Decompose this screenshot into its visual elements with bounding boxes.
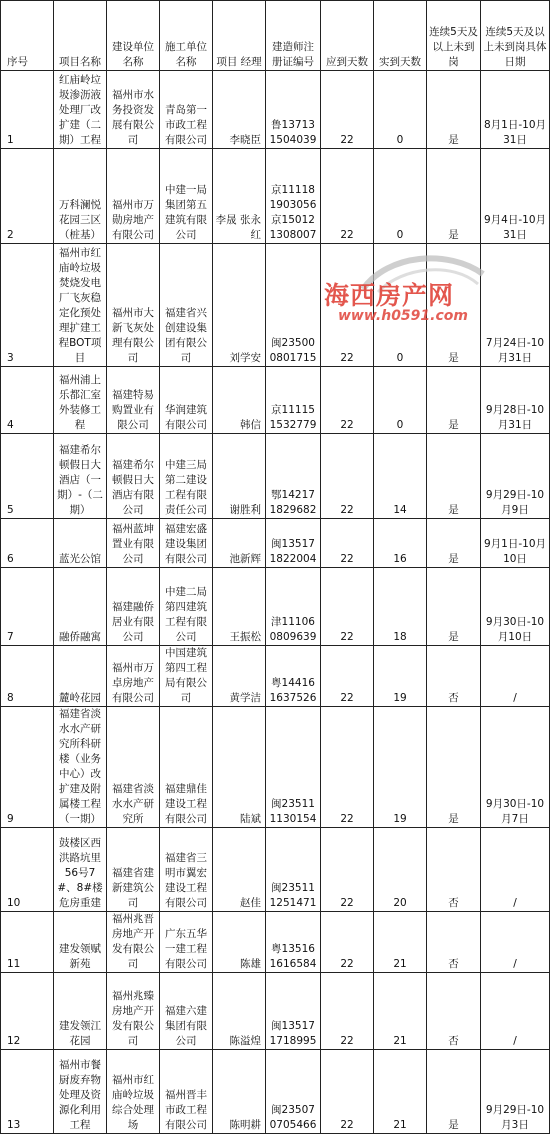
cell-build: 福建省建新建筑公司 — [107, 828, 160, 912]
cell-date: 9月1日-10月10日 — [481, 519, 550, 568]
cell-build: 福建融侨居业有限公司 — [107, 568, 160, 646]
cell-due: 22 — [321, 828, 374, 912]
cell-date: 9月30日-10月7日 — [481, 707, 550, 828]
cell-reg: 京111181903056 京150121308007 — [266, 149, 321, 244]
header-cell: 项目名称 — [54, 1, 107, 71]
table-row — [1, 434, 550, 519]
header-cell: 建设单位名称 — [107, 1, 160, 71]
cell-flag: 是 — [427, 244, 481, 367]
cell-reg: 鲁137131504039 — [266, 71, 321, 149]
cell-idx: 3 — [1, 244, 54, 367]
cell-name: 融侨融寓 — [54, 568, 107, 646]
cell-due: 22 — [321, 149, 374, 244]
cell-mgr: 陆斌 — [213, 707, 266, 828]
cell-mgr: 谢胜利 — [213, 434, 266, 519]
cell-idx: 12 — [1, 973, 54, 1050]
cell-act: 0 — [374, 244, 427, 367]
cell-cons: 福建六建集团有限公司 — [160, 973, 213, 1050]
cell-idx: 7 — [1, 568, 54, 646]
cell-date: 7月24日-10月31日 — [481, 244, 550, 367]
cell-cons: 福建省兴创建设集团有限公司 — [160, 244, 213, 367]
cell-build: 福建特易购置业有限公司 — [107, 367, 160, 434]
cell-flag: 是 — [427, 707, 481, 828]
cell-build: 福州兆晋房地产开发有限公司 — [107, 912, 160, 973]
cell-idx: 6 — [1, 519, 54, 568]
cell-date: 9月29日-10月9日 — [481, 434, 550, 519]
cell-reg: 津111060809639 — [266, 568, 321, 646]
cell-idx: 4 — [1, 367, 54, 434]
cell-mgr: 李晟 张永红 — [213, 149, 266, 244]
table-row — [1, 646, 550, 707]
cell-idx: 9 — [1, 707, 54, 828]
cell-name: 麓岭花园 — [54, 646, 107, 707]
header-cell: 项目 经理 — [213, 1, 266, 71]
header-cell: 序号 — [1, 1, 54, 71]
cell-due: 22 — [321, 1050, 374, 1134]
cell-mgr: 赵佳 — [213, 828, 266, 912]
cell-build: 福州市万卓房地产有限公司 — [107, 646, 160, 707]
cell-name: 蓝光公馆 — [54, 519, 107, 568]
cell-due: 22 — [321, 434, 374, 519]
cell-act: 18 — [374, 568, 427, 646]
cell-act: 19 — [374, 707, 427, 828]
cell-mgr: 陈溢煌 — [213, 973, 266, 1050]
cell-idx: 2 — [1, 149, 54, 244]
cell-flag: 否 — [427, 646, 481, 707]
cell-act: 14 — [374, 434, 427, 519]
cell-date: / — [481, 912, 550, 973]
cell-reg: 粤144161637526 — [266, 646, 321, 707]
cell-date: / — [481, 973, 550, 1050]
cell-act: 21 — [374, 973, 427, 1050]
cell-act: 21 — [374, 1050, 427, 1134]
table-row — [1, 71, 550, 149]
cell-due: 22 — [321, 568, 374, 646]
header-cell: 施工单位名称 — [160, 1, 213, 71]
cell-cons: 中建一局集团第五建筑有限公司 — [160, 149, 213, 244]
cell-reg: 闽235070705466 — [266, 1050, 321, 1134]
cell-mgr: 陈雄 — [213, 912, 266, 973]
cell-build: 福建希尔顿假日大酒店有限公司 — [107, 434, 160, 519]
cell-cons: 华润建筑有限公司 — [160, 367, 213, 434]
cell-due: 22 — [321, 519, 374, 568]
cell-act: 21 — [374, 912, 427, 973]
cell-cons: 福建省三明市翼宏建设工程有限公司 — [160, 828, 213, 912]
cell-idx: 13 — [1, 1050, 54, 1134]
table-row — [1, 707, 550, 828]
cell-flag: 否 — [427, 912, 481, 973]
cell-build: 福州市水务投资发展有限公司 — [107, 71, 160, 149]
cell-due: 22 — [321, 973, 374, 1050]
header-cell: 建造师注册证编号 — [266, 1, 321, 71]
cell-cons: 福建鼎佳建设工程有限公司 — [160, 707, 213, 828]
cell-reg: 闽235111251471 — [266, 828, 321, 912]
cell-idx: 11 — [1, 912, 54, 973]
cell-build: 福州市大新飞灰处理有限公司 — [107, 244, 160, 367]
cell-name: 鼓楼区西洪路坑里56号7#、8#楼危房重建 — [54, 828, 107, 912]
table-row — [1, 973, 550, 1050]
cell-cons: 福州晋丰市政工程有限公司 — [160, 1050, 213, 1134]
cell-date: 9月4日-10月31日 — [481, 149, 550, 244]
cell-idx: 8 — [1, 646, 54, 707]
cell-due: 22 — [321, 646, 374, 707]
header-row — [1, 1, 550, 71]
table-row — [1, 912, 550, 973]
cell-idx: 5 — [1, 434, 54, 519]
header-cell: 连续5天及以上未到岗具体日期 — [481, 1, 550, 71]
cell-flag: 否 — [427, 973, 481, 1050]
cell-idx: 10 — [1, 828, 54, 912]
cell-name: 万科澜悦花园三区（桩基） — [54, 149, 107, 244]
cell-flag: 是 — [427, 519, 481, 568]
cell-due: 22 — [321, 912, 374, 973]
cell-mgr: 池新辉 — [213, 519, 266, 568]
table-row — [1, 149, 550, 244]
cell-date: / — [481, 646, 550, 707]
cell-cons: 青岛第一市政工程有限公司 — [160, 71, 213, 149]
cell-build: 福州兆臻房地产开发有限公司 — [107, 973, 160, 1050]
table-row — [1, 1050, 550, 1134]
cell-mgr: 刘学安 — [213, 244, 266, 367]
cell-date: / — [481, 828, 550, 912]
cell-reg: 闽135171822004 — [266, 519, 321, 568]
cell-due: 22 — [321, 71, 374, 149]
cell-reg: 京111151532779 — [266, 367, 321, 434]
cell-flag: 是 — [427, 1050, 481, 1134]
cell-name: 福建希尔顿假日大酒店（一期）-（二期） — [54, 434, 107, 519]
cell-build: 福州蓝坤置业有限公司 — [107, 519, 160, 568]
cell-act: 0 — [374, 71, 427, 149]
cell-act: 19 — [374, 646, 427, 707]
cell-flag: 是 — [427, 149, 481, 244]
cell-due: 22 — [321, 367, 374, 434]
cell-flag: 是 — [427, 434, 481, 519]
watermark-url: www.h0591.com — [338, 308, 468, 324]
cell-reg: 闽135171718995 — [266, 973, 321, 1050]
cell-reg: 粤135161616584 — [266, 912, 321, 973]
header-cell: 连续5天及以上未到岗 — [427, 1, 481, 71]
cell-name: 红庙岭垃圾渗沥液处理厂改扩建（二期）工程 — [54, 71, 107, 149]
table-row — [1, 244, 550, 367]
cell-flag: 是 — [427, 71, 481, 149]
cell-mgr: 李晓臣 — [213, 71, 266, 149]
cell-name: 建发领赋新苑 — [54, 912, 107, 973]
cell-mgr: 韩信 — [213, 367, 266, 434]
cell-mgr: 陈明耕 — [213, 1050, 266, 1134]
cell-date: 9月29日-10月3日 — [481, 1050, 550, 1134]
cell-reg: 闽235000801715 — [266, 244, 321, 367]
cell-name: 福州浦上乐都汇室外装修工程 — [54, 367, 107, 434]
cell-build: 福州市红庙岭垃圾综合处理场 — [107, 1050, 160, 1134]
table-row — [1, 568, 550, 646]
cell-build: 福州市万勋房地产有限公司 — [107, 149, 160, 244]
cell-name: 福建省淡水水产研究所科研楼（业务中心）改扩建及附属楼工程（一期） — [54, 707, 107, 828]
cell-act: 0 — [374, 149, 427, 244]
cell-act: 0 — [374, 367, 427, 434]
header-cell: 应到天数 — [321, 1, 374, 71]
cell-cons: 中建三局第二建设工程有限责任公司 — [160, 434, 213, 519]
cell-mgr: 黄学洁 — [213, 646, 266, 707]
cell-cons: 福建宏盛建设集团有限公司 — [160, 519, 213, 568]
cell-cons: 中国建筑第四工程局有限公司 — [160, 646, 213, 707]
header-cell: 实到天数 — [374, 1, 427, 71]
cell-date: 8月1日-10月31日 — [481, 71, 550, 149]
cell-name: 福州市红庙岭垃圾焚烧发电厂飞灰稳定化预处理扩建工程BOT项目 — [54, 244, 107, 367]
cell-due: 22 — [321, 244, 374, 367]
cell-idx: 1 — [1, 71, 54, 149]
cell-act: 20 — [374, 828, 427, 912]
cell-flag: 是 — [427, 568, 481, 646]
cell-flag: 否 — [427, 828, 481, 912]
cell-build: 福建省淡水水产研究所 — [107, 707, 160, 828]
watermark-brand: 海西房产网 — [324, 281, 455, 310]
cell-due: 22 — [321, 707, 374, 828]
cell-act: 16 — [374, 519, 427, 568]
table-row — [1, 828, 550, 912]
table-row — [1, 519, 550, 568]
cell-date: 9月28日-10月31日 — [481, 367, 550, 434]
cell-date: 9月30日-10月10日 — [481, 568, 550, 646]
cell-name: 福州市餐厨废弃物处理及资源化利用工程 — [54, 1050, 107, 1134]
cell-reg: 鄂142171829682 — [266, 434, 321, 519]
table-row — [1, 367, 550, 434]
cell-mgr: 王振松 — [213, 568, 266, 646]
cell-name: 建发领江花园 — [54, 973, 107, 1050]
cell-cons: 广东五华一建工程有限公司 — [160, 912, 213, 973]
cell-flag: 是 — [427, 367, 481, 434]
cell-reg: 闽235111130154 — [266, 707, 321, 828]
cell-cons: 中建二局第四建筑工程有限公司 — [160, 568, 213, 646]
